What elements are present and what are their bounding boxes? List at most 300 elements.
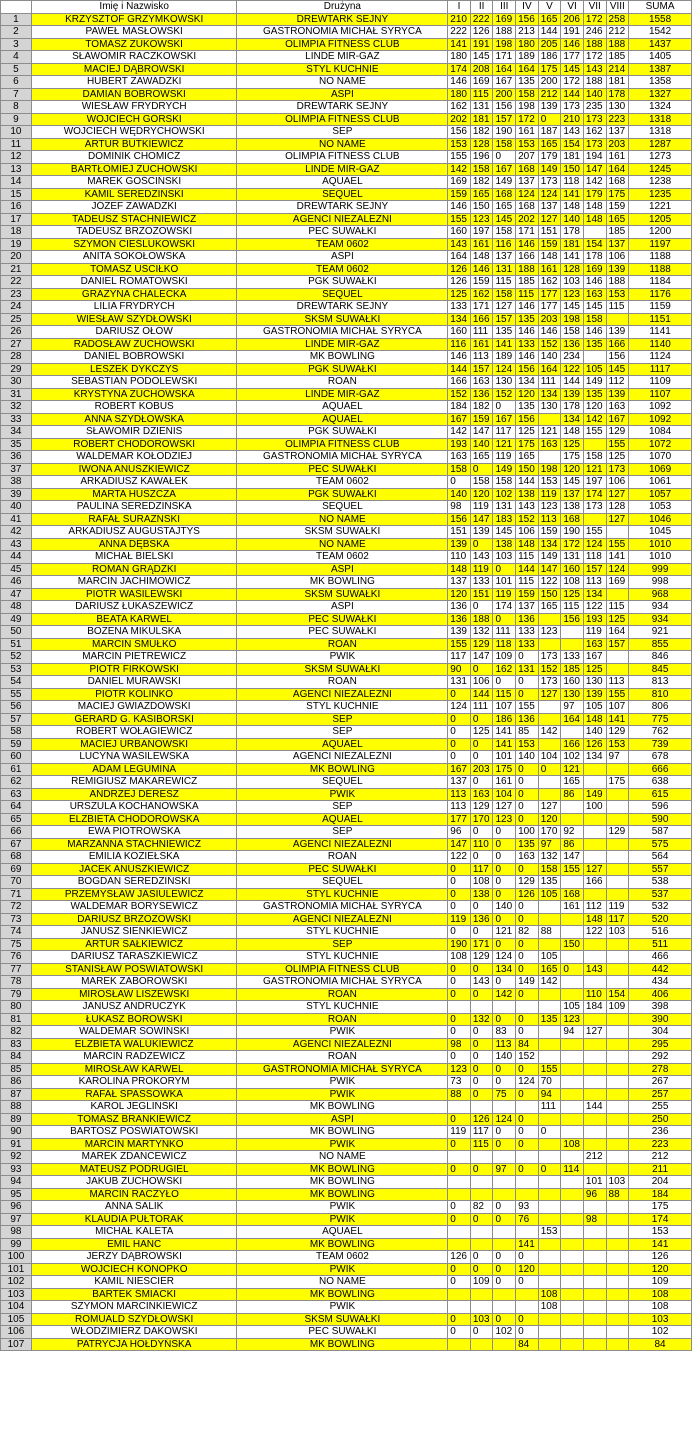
score-round-4: 115 xyxy=(516,576,539,589)
score-round-4 xyxy=(516,1101,539,1114)
score-round-4: 155 xyxy=(516,701,539,714)
score-round-3: 0 xyxy=(493,151,516,164)
score-round-2: 113 xyxy=(470,351,493,364)
score-round-3: 0 xyxy=(493,676,516,689)
score-round-7: 235 xyxy=(583,101,606,114)
player-name: DANIEL MURAWSKI xyxy=(31,676,237,689)
score-round-6: 130 xyxy=(561,688,584,701)
score-sum: 762 xyxy=(629,726,692,739)
score-sum: 813 xyxy=(629,676,692,689)
score-sum: 1057 xyxy=(629,488,692,501)
score-round-6 xyxy=(561,1326,584,1339)
score-round-3: 0 xyxy=(493,838,516,851)
table-row xyxy=(1,1188,692,1201)
score-round-5: 124 xyxy=(538,188,561,201)
score-sum: 304 xyxy=(629,1026,692,1039)
score-round-3: 186 xyxy=(493,713,516,726)
score-round-3: 103 xyxy=(493,551,516,564)
score-round-4: 84 xyxy=(516,1338,539,1351)
score-round-3: 124 xyxy=(493,1113,516,1126)
player-name: ANNA DĘBSKA xyxy=(31,538,237,551)
score-round-1: 0 xyxy=(448,926,471,939)
score-round-6: 114 xyxy=(561,1163,584,1176)
score-round-2: 119 xyxy=(470,563,493,576)
score-round-5: 165 xyxy=(538,601,561,614)
score-round-1: 156 xyxy=(448,126,471,139)
score-round-3: 165 xyxy=(493,201,516,214)
score-round-6: 158 xyxy=(561,326,584,339)
score-round-4: 158 xyxy=(516,88,539,101)
score-round-3: 97 xyxy=(493,1163,516,1176)
row-number: 23 xyxy=(1,288,32,301)
score-round-3: 107 xyxy=(493,701,516,714)
player-name: BARTEK ŚMIACKI xyxy=(31,1288,237,1301)
score-round-2 xyxy=(470,1288,493,1301)
player-name: MATEUSZ PODRUGIEL xyxy=(31,1163,237,1176)
score-round-7 xyxy=(583,1251,606,1264)
player-name: MARTA HUSZCZA xyxy=(31,488,237,501)
player-name: EMILIA KOZIEŁSKA xyxy=(31,851,237,864)
score-round-8: 141 xyxy=(606,713,629,726)
row-number: 35 xyxy=(1,438,32,451)
team-name: GASTRONOMIA MICHAŁ SYRYCA xyxy=(237,451,448,464)
score-round-7 xyxy=(583,351,606,364)
row-number: 70 xyxy=(1,876,32,889)
score-round-6 xyxy=(561,813,584,826)
score-round-1: 146 xyxy=(448,76,471,89)
score-round-7: 178 xyxy=(583,251,606,264)
score-round-1: 167 xyxy=(448,413,471,426)
table-row xyxy=(1,1338,692,1351)
score-round-3: 109 xyxy=(493,651,516,664)
row-number: 101 xyxy=(1,1263,32,1276)
header-round-1: I xyxy=(448,1,471,14)
score-round-7: 127 xyxy=(583,863,606,876)
score-round-7 xyxy=(583,1126,606,1139)
score-sum: 590 xyxy=(629,813,692,826)
score-round-7 xyxy=(583,763,606,776)
score-round-4: 148 xyxy=(516,538,539,551)
score-sum: 1358 xyxy=(629,76,692,89)
score-round-2: 0 xyxy=(470,463,493,476)
score-round-5: 70 xyxy=(538,1076,561,1089)
score-round-4: 0 xyxy=(516,1138,539,1151)
score-round-1: 158 xyxy=(448,463,471,476)
score-round-6: 172 xyxy=(561,76,584,89)
score-round-1: 0 xyxy=(448,1051,471,1064)
score-round-2: 0 xyxy=(470,1088,493,1101)
team-name: ROAN xyxy=(237,851,448,864)
table-row xyxy=(1,1176,692,1189)
score-round-7 xyxy=(583,851,606,864)
score-round-1: 113 xyxy=(448,801,471,814)
team-name: LINDE MIR-GAZ xyxy=(237,388,448,401)
score-round-8: 223 xyxy=(606,113,629,126)
score-round-2: 145 xyxy=(470,51,493,64)
score-round-3: 149 xyxy=(493,176,516,189)
score-round-2: 171 xyxy=(470,301,493,314)
row-number: 55 xyxy=(1,688,32,701)
score-sum: 845 xyxy=(629,663,692,676)
player-name: WALDEMAR SOWIŃSKI xyxy=(31,1026,237,1039)
score-round-5: 165 xyxy=(538,138,561,151)
score-round-1: 126 xyxy=(448,263,471,276)
score-round-2: 119 xyxy=(470,501,493,514)
score-round-3: 168 xyxy=(493,188,516,201)
score-round-8: 166 xyxy=(606,338,629,351)
score-round-5 xyxy=(538,1251,561,1264)
score-round-5 xyxy=(538,738,561,751)
score-sum: 564 xyxy=(629,851,692,864)
score-round-1: 123 xyxy=(448,1063,471,1076)
team-name: STYL KUCHNIE xyxy=(237,63,448,76)
score-round-8 xyxy=(606,1288,629,1301)
score-round-4: 146 xyxy=(516,238,539,251)
score-round-2: 150 xyxy=(470,201,493,214)
score-round-7: 144 xyxy=(583,1101,606,1114)
score-round-4: 202 xyxy=(516,213,539,226)
row-number: 100 xyxy=(1,1251,32,1264)
player-name: MARZANNA STACHNIEWICZ xyxy=(31,838,237,851)
table-row xyxy=(1,638,692,651)
score-round-7 xyxy=(583,1338,606,1351)
player-name: ARTUR SAŁKIEWICZ xyxy=(31,938,237,951)
score-round-5: 127 xyxy=(538,688,561,701)
score-round-7: 100 xyxy=(583,801,606,814)
score-round-6: 185 xyxy=(561,663,584,676)
score-sum: 1053 xyxy=(629,501,692,514)
score-round-3: 174 xyxy=(493,601,516,614)
score-round-8 xyxy=(606,1276,629,1289)
score-round-7: 135 xyxy=(583,338,606,351)
team-name: TEAM 0602 xyxy=(237,1251,448,1264)
score-round-6: 178 xyxy=(561,401,584,414)
row-number: 28 xyxy=(1,351,32,364)
score-round-5: 0 xyxy=(538,113,561,126)
score-round-3: 0 xyxy=(493,401,516,414)
score-round-2: 163 xyxy=(470,376,493,389)
score-round-5 xyxy=(538,901,561,914)
score-sum: 846 xyxy=(629,651,692,664)
score-round-8 xyxy=(606,951,629,964)
score-round-4: 0 xyxy=(516,1326,539,1339)
row-number: 47 xyxy=(1,588,32,601)
score-round-3: 115 xyxy=(493,688,516,701)
score-round-3 xyxy=(493,1338,516,1351)
player-name: SEBASTIAN PODOLEWSKI xyxy=(31,376,237,389)
score-round-6 xyxy=(561,1313,584,1326)
table-row xyxy=(1,988,692,1001)
score-sum: 120 xyxy=(629,1263,692,1276)
score-round-4: 175 xyxy=(516,438,539,451)
score-round-4: 189 xyxy=(516,51,539,64)
score-round-6: 160 xyxy=(561,676,584,689)
score-round-2: 0 xyxy=(470,851,493,864)
row-number: 59 xyxy=(1,738,32,751)
score-round-4: 135 xyxy=(516,313,539,326)
row-number: 41 xyxy=(1,513,32,526)
score-round-4 xyxy=(516,1226,539,1239)
row-number: 4 xyxy=(1,51,32,64)
team-name: NO NAME xyxy=(237,538,448,551)
score-sum: 596 xyxy=(629,801,692,814)
score-round-1: 0 xyxy=(448,888,471,901)
score-round-1: 147 xyxy=(448,838,471,851)
score-round-6 xyxy=(561,988,584,1001)
team-name: OLIMPIA FITNESS CLUB xyxy=(237,963,448,976)
score-sum: 212 xyxy=(629,1151,692,1164)
score-sum: 1558 xyxy=(629,13,692,26)
score-round-2: 159 xyxy=(470,413,493,426)
score-round-8 xyxy=(606,938,629,951)
score-round-5: 170 xyxy=(538,826,561,839)
score-round-2: 162 xyxy=(470,288,493,301)
team-name: PEC SUWAŁKI xyxy=(237,626,448,639)
score-sum: 175 xyxy=(629,1201,692,1214)
team-name: PGK SUWAŁKI xyxy=(237,276,448,289)
row-number: 24 xyxy=(1,301,32,314)
score-round-1: 133 xyxy=(448,301,471,314)
table-row xyxy=(1,1038,692,1051)
score-round-1: 166 xyxy=(448,376,471,389)
team-name: DREWTARK SEJNY xyxy=(237,301,448,314)
score-round-5: 111 xyxy=(538,1101,561,1114)
row-number: 1 xyxy=(1,13,32,26)
table-row xyxy=(1,688,692,701)
score-round-6: 148 xyxy=(561,426,584,439)
row-number: 93 xyxy=(1,1163,32,1176)
score-round-1: 0 xyxy=(448,476,471,489)
score-round-4: 133 xyxy=(516,338,539,351)
score-round-8: 141 xyxy=(606,551,629,564)
team-name: PEC SUWAŁKI xyxy=(237,863,448,876)
score-round-4: 198 xyxy=(516,101,539,114)
score-sum: 1141 xyxy=(629,326,692,339)
score-round-6 xyxy=(561,1076,584,1089)
row-number: 89 xyxy=(1,1113,32,1126)
score-round-1: 210 xyxy=(448,13,471,26)
table-row xyxy=(1,663,692,676)
player-name: BOŻENA MIKULSKA xyxy=(31,626,237,639)
score-round-3: 158 xyxy=(493,138,516,151)
score-round-1: 180 xyxy=(448,88,471,101)
row-number: 45 xyxy=(1,563,32,576)
player-name: DARIUSZ OŁÓW xyxy=(31,326,237,339)
score-round-8 xyxy=(606,1088,629,1101)
score-round-1: 0 xyxy=(448,1276,471,1289)
score-sum: 516 xyxy=(629,926,692,939)
score-round-6: 92 xyxy=(561,826,584,839)
row-number: 29 xyxy=(1,363,32,376)
player-name: WOJCIECH KONOPKO xyxy=(31,1263,237,1276)
score-sum: 520 xyxy=(629,913,692,926)
score-round-5: 113 xyxy=(538,513,561,526)
score-round-3: 138 xyxy=(493,538,516,551)
team-name: MK BOWLING xyxy=(237,1238,448,1251)
row-number: 11 xyxy=(1,138,32,151)
table-row xyxy=(1,151,692,164)
score-round-6: 154 xyxy=(561,138,584,151)
score-round-1: 160 xyxy=(448,326,471,339)
score-round-2: 147 xyxy=(470,426,493,439)
row-number: 36 xyxy=(1,451,32,464)
player-name: ANNA SZYDŁOWSKA xyxy=(31,413,237,426)
score-round-2: 0 xyxy=(470,1326,493,1339)
score-round-2: 129 xyxy=(470,638,493,651)
score-round-8: 154 xyxy=(606,988,629,1001)
team-name: SEQUEL xyxy=(237,501,448,514)
score-round-2: 197 xyxy=(470,226,493,239)
team-name: NO NAME xyxy=(237,1151,448,1164)
row-number: 27 xyxy=(1,338,32,351)
score-round-4: 136 xyxy=(516,613,539,626)
score-sum: 84 xyxy=(629,1338,692,1351)
score-round-8: 97 xyxy=(606,751,629,764)
row-number: 13 xyxy=(1,163,32,176)
score-round-5: 153 xyxy=(538,1226,561,1239)
score-round-5: 149 xyxy=(538,163,561,176)
score-round-6: 166 xyxy=(561,738,584,751)
score-round-4: 168 xyxy=(516,201,539,214)
score-sum: 236 xyxy=(629,1126,692,1139)
score-round-2 xyxy=(470,1188,493,1201)
score-round-2 xyxy=(470,1238,493,1251)
score-round-2: 157 xyxy=(470,363,493,376)
score-round-4: 126 xyxy=(516,888,539,901)
table-row xyxy=(1,976,692,989)
score-round-2: 0 xyxy=(470,601,493,614)
score-round-3: 198 xyxy=(493,38,516,51)
score-round-8: 169 xyxy=(606,576,629,589)
player-name: JANUSZ ANDRUCZYK xyxy=(31,1001,237,1014)
score-round-5 xyxy=(538,1113,561,1126)
row-number: 44 xyxy=(1,551,32,564)
score-round-1: 0 xyxy=(448,976,471,989)
row-number: 81 xyxy=(1,1013,32,1026)
team-name: ROAN xyxy=(237,376,448,389)
score-round-6: 156 xyxy=(561,613,584,626)
player-name: BARTOSZ POŚWIATOWSKI xyxy=(31,1126,237,1139)
score-round-5: 177 xyxy=(538,288,561,301)
team-name: PWIK xyxy=(237,1076,448,1089)
score-sum: 1092 xyxy=(629,401,692,414)
score-round-2: 120 xyxy=(470,488,493,501)
score-round-1 xyxy=(448,1226,471,1239)
score-round-5 xyxy=(538,451,561,464)
team-name: SEP xyxy=(237,801,448,814)
team-name: SKSM SUWAŁKI xyxy=(237,663,448,676)
team-name: ROAN xyxy=(237,1051,448,1064)
score-round-1: 73 xyxy=(448,1076,471,1089)
score-round-3: 115 xyxy=(493,276,516,289)
score-round-8: 258 xyxy=(606,13,629,26)
score-round-3: 157 xyxy=(493,113,516,126)
score-round-2: 151 xyxy=(470,588,493,601)
player-name: LUCYNA WASILEWSKA xyxy=(31,751,237,764)
team-name: SKSM SUWAŁKI xyxy=(237,1313,448,1326)
score-round-4: 115 xyxy=(516,288,539,301)
score-round-4: 156 xyxy=(516,13,539,26)
score-sum: 538 xyxy=(629,876,692,889)
score-round-5: 173 xyxy=(538,176,561,189)
row-number: 53 xyxy=(1,663,32,676)
score-round-1: 146 xyxy=(448,351,471,364)
score-round-3 xyxy=(493,1001,516,1014)
score-round-7: 148 xyxy=(583,913,606,926)
player-name: LILIA FRYDRYCH xyxy=(31,301,237,314)
score-round-2: 159 xyxy=(470,276,493,289)
score-round-1: 143 xyxy=(448,238,471,251)
score-round-4: 164 xyxy=(516,63,539,76)
score-round-8 xyxy=(606,1026,629,1039)
player-name: BARTŁOMIEJ ŻUCHOWSKI xyxy=(31,163,237,176)
row-number: 46 xyxy=(1,576,32,589)
score-round-1: 137 xyxy=(448,576,471,589)
player-name: ROMAN GRĄDZKI xyxy=(31,563,237,576)
row-number: 99 xyxy=(1,1238,32,1251)
score-round-4: 166 xyxy=(516,251,539,264)
row-number: 102 xyxy=(1,1276,32,1289)
score-round-4: 0 xyxy=(516,988,539,1001)
table-row xyxy=(1,613,692,626)
score-round-1: 156 xyxy=(448,513,471,526)
score-round-3 xyxy=(493,1288,516,1301)
score-round-5: 135 xyxy=(538,1013,561,1026)
score-round-1 xyxy=(448,1101,471,1114)
score-round-6: 173 xyxy=(561,101,584,114)
player-name: GRAŻYNA CHALECKA xyxy=(31,288,237,301)
score-round-6: 161 xyxy=(561,901,584,914)
header-name: Imię i Nazwisko xyxy=(31,1,237,14)
player-name: ANITA SOKOŁOWSKA xyxy=(31,251,237,264)
score-round-6 xyxy=(561,1126,584,1139)
score-round-7: 126 xyxy=(583,738,606,751)
score-round-8: 137 xyxy=(606,126,629,139)
row-number: 66 xyxy=(1,826,32,839)
score-round-3: 167 xyxy=(493,413,516,426)
table-row xyxy=(1,751,692,764)
score-round-4: 133 xyxy=(516,638,539,651)
player-name: RAFAŁ SPASSOWKA xyxy=(31,1088,237,1101)
team-name: MK BOWLING xyxy=(237,763,448,776)
row-number: 16 xyxy=(1,201,32,214)
score-round-2: 131 xyxy=(470,101,493,114)
score-round-4: 0 xyxy=(516,813,539,826)
score-round-6: 172 xyxy=(561,538,584,551)
score-sum: 1235 xyxy=(629,188,692,201)
score-round-4: 133 xyxy=(516,626,539,639)
score-round-4: 0 xyxy=(516,1313,539,1326)
table-row xyxy=(1,938,692,951)
score-round-3: 141 xyxy=(493,726,516,739)
row-number: 61 xyxy=(1,763,32,776)
score-round-7 xyxy=(583,1263,606,1276)
score-round-8: 203 xyxy=(606,138,629,151)
score-round-2: 133 xyxy=(470,576,493,589)
score-round-7 xyxy=(583,1088,606,1101)
player-name: IWONA ANUSZKIEWICZ xyxy=(31,463,237,476)
score-round-4: 168 xyxy=(516,163,539,176)
score-round-8: 139 xyxy=(606,326,629,339)
score-round-3: 0 xyxy=(493,563,516,576)
score-round-5 xyxy=(538,613,561,626)
table-row xyxy=(1,1313,692,1326)
header-round-4: IV xyxy=(516,1,539,14)
table-row xyxy=(1,763,692,776)
score-round-4: 0 xyxy=(516,651,539,664)
score-round-4 xyxy=(516,1151,539,1164)
score-round-7 xyxy=(583,513,606,526)
